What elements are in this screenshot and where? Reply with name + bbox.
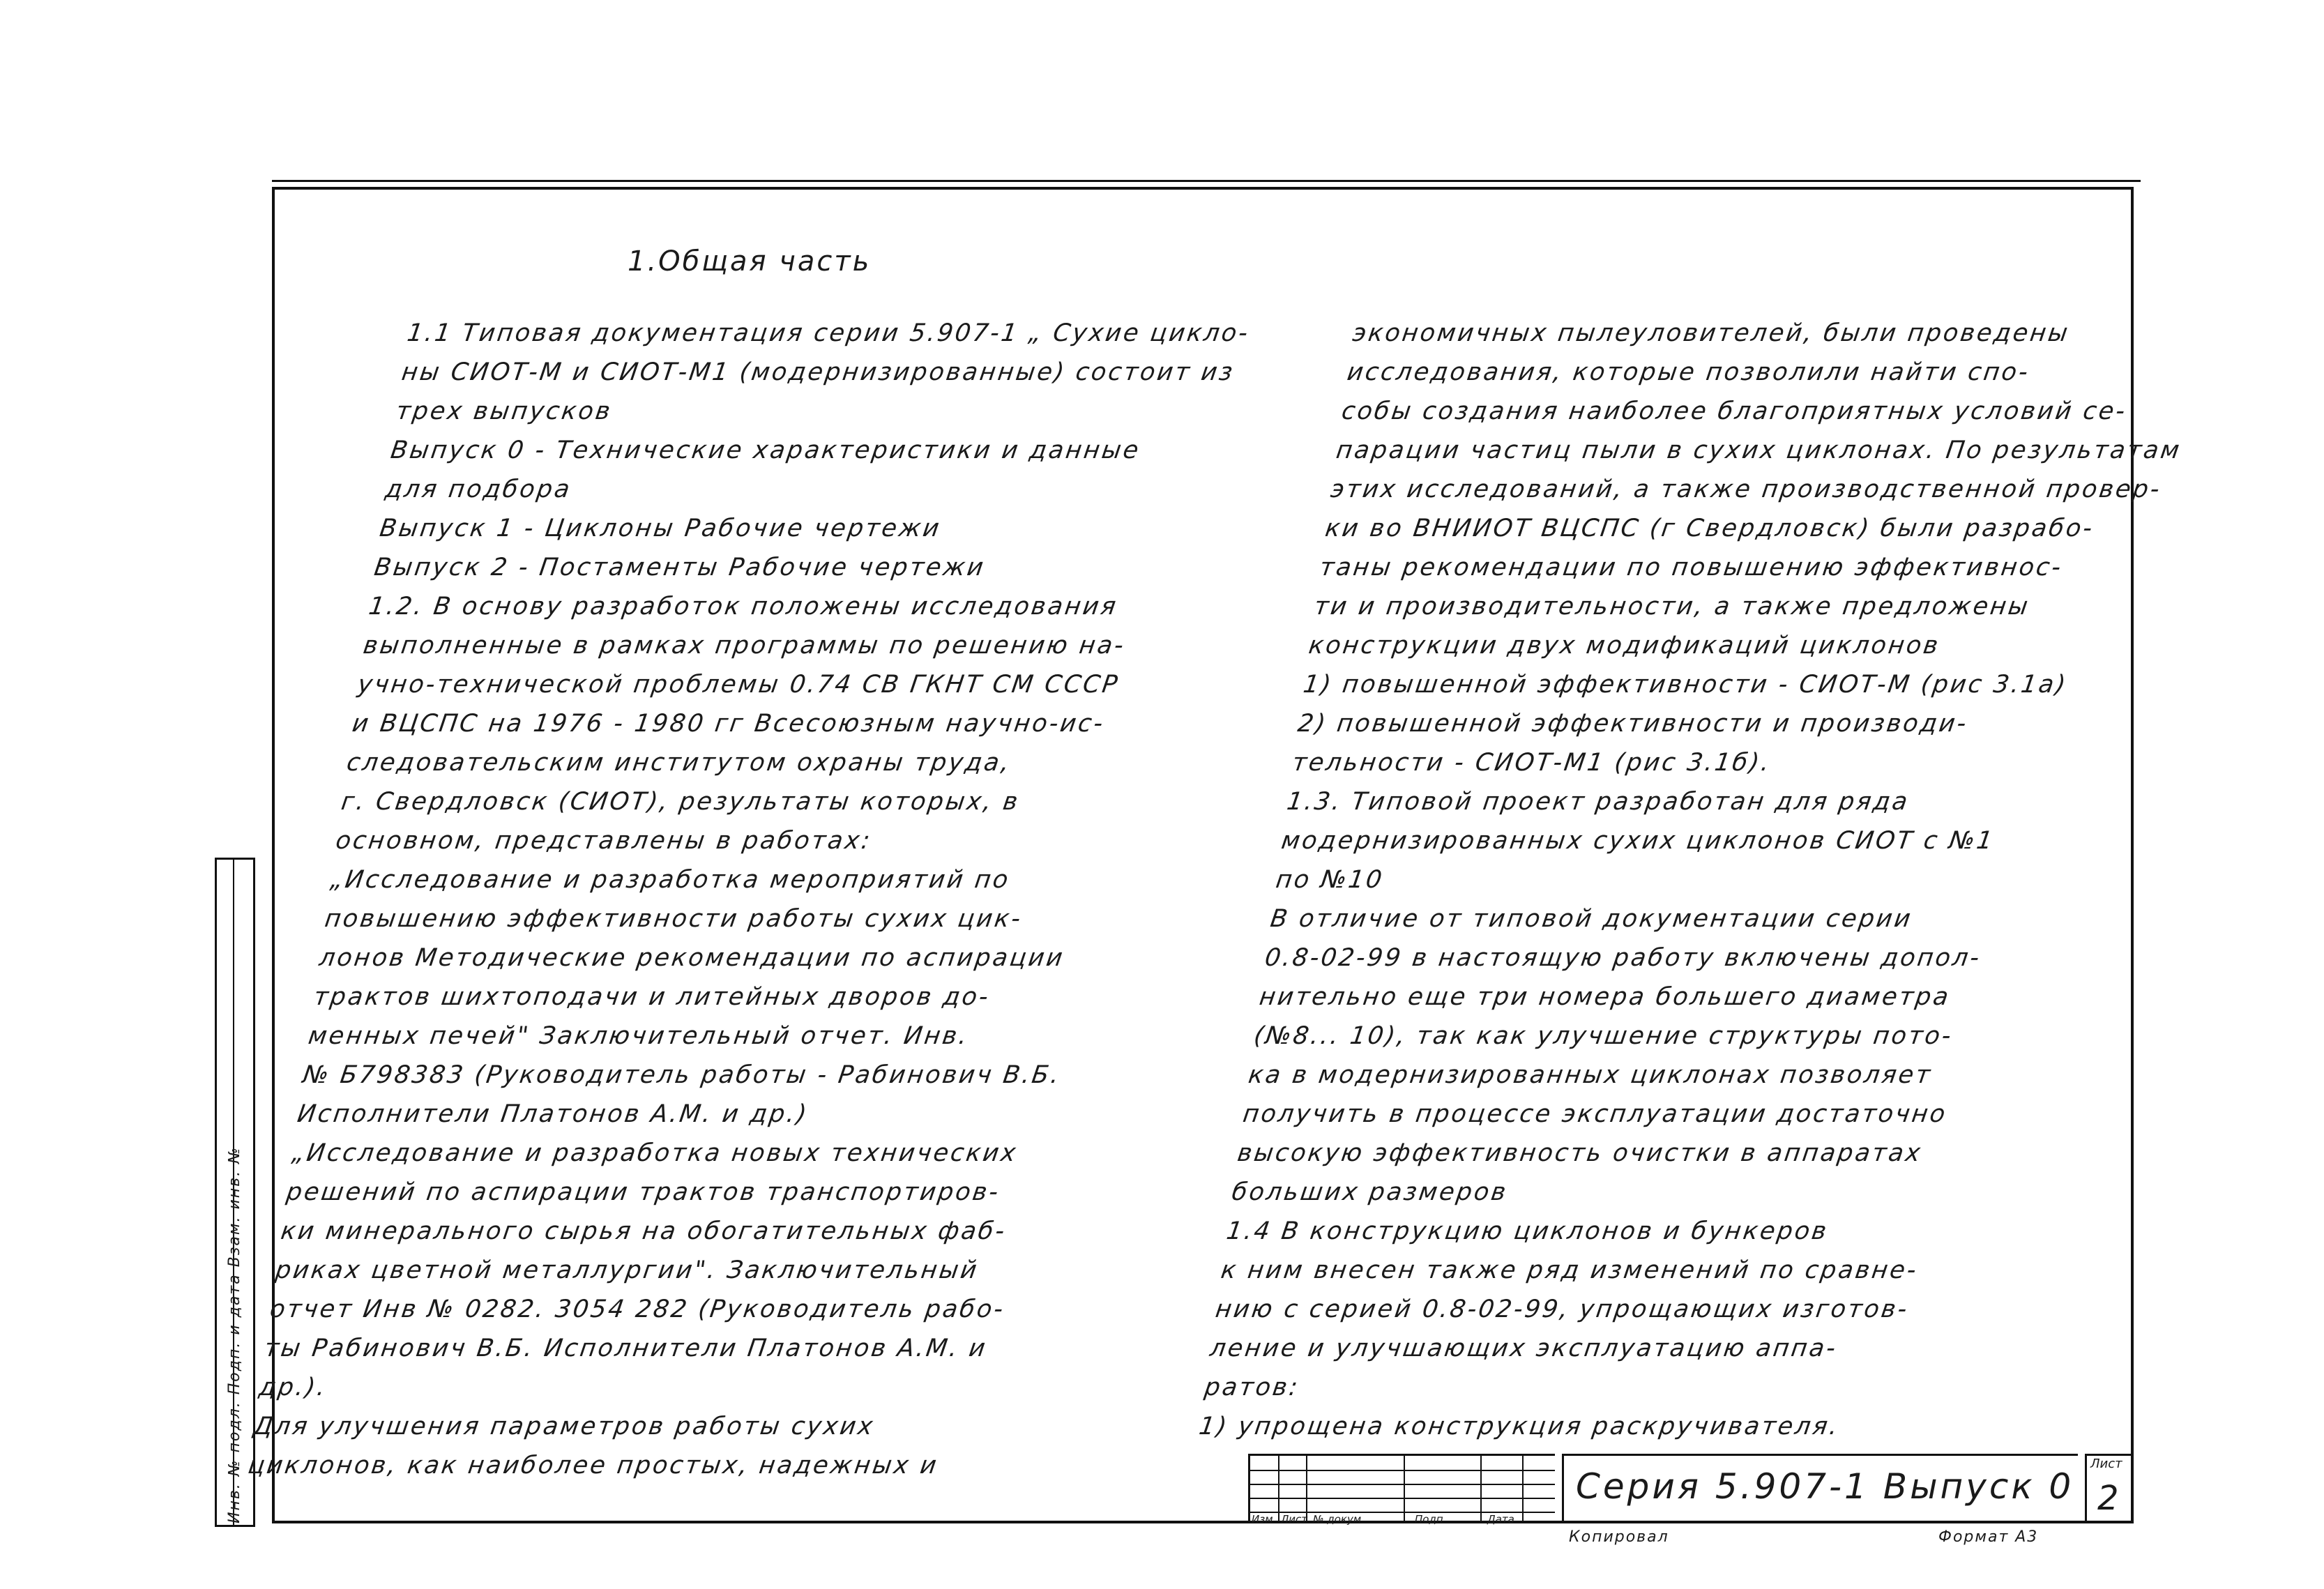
right-column-line: конструкции двух модификаций циклонов	[1307, 632, 1942, 660]
left-column-line: Выпуск 2 - Постаменты Рабочие чертежи	[372, 554, 987, 581]
right-column-line: к ним внесен также ряд изменений по сравне-	[1219, 1256, 1920, 1284]
left-column-line: „Исследование и разработка новых технических	[290, 1139, 1019, 1167]
right-column-line: 1) упрощена конструкция раскручивателя.	[1197, 1413, 1841, 1440]
right-column-line: по №10	[1274, 866, 1386, 894]
right-column-line: нительно еще три номера большего диаметра	[1257, 983, 1952, 1011]
right-column-line: 1.4 В конструкцию циклонов и бункеров	[1224, 1217, 1830, 1245]
left-column-line: Для улучшения параметров работы сухих	[251, 1413, 876, 1440]
right-column-line: собы создания наиболее благоприятных условий се-	[1339, 397, 2129, 425]
left-column-line: основном, представлены в работах:	[333, 827, 874, 855]
page-heading: 1.Общая часть	[628, 245, 872, 277]
copied-by-label: Копировал	[1569, 1528, 1669, 1546]
right-column-line: модернизированных сухих циклонов СИОТ с №1	[1279, 827, 1996, 855]
right-column	[1197, 314, 2201, 1446]
header-signature: Подп	[1415, 1513, 1443, 1526]
left-column-line: лонов Методические рекомендации по аспирации	[317, 944, 1067, 972]
left-column-line: ты Рабинович В.Б. Исполнители Платонов А.М. и	[262, 1335, 989, 1362]
left-column-line: циклонов, как наиболее простых, надежных и	[246, 1452, 941, 1480]
right-column-line: 2) повышенной эффективности и производи-	[1296, 710, 1970, 738]
series-designation: Серия 5.907-1 Выпуск 0	[1576, 1466, 2074, 1507]
left-column-line: др.).	[257, 1374, 329, 1401]
right-column-line: тельности - СИОТ-М1 (рис 3.1б).	[1290, 749, 1773, 777]
right-column-line: ка в модернизированных циклонах позволяет	[1246, 1061, 1934, 1089]
left-column-line: трех выпусков	[394, 397, 614, 425]
left-column-line: 1.1 Типовая документация серии 5.907-1 „ Сухие цикло-	[405, 319, 1252, 347]
right-column-line: ратов:	[1202, 1374, 1302, 1401]
right-column-line: 1.3. Типовой проект разработан для ряда	[1284, 788, 1911, 816]
right-column-line: нию с серией 0.8-02-99, упрощающих изготов-	[1213, 1295, 1911, 1323]
right-column-line: ки во ВНИИОТ ВЦСПС (г Свердловск) были разрабо-	[1323, 515, 2096, 542]
right-column-line: (№8... 10), так как улучшение структуры пото-	[1252, 1022, 1955, 1050]
left-column-line: ки минерального сырья на обогатительных фаб-	[279, 1217, 1008, 1245]
right-column-line: больших размеров	[1230, 1178, 1510, 1206]
header-izm: Изм	[1252, 1513, 1273, 1526]
left-column-line: повышению эффективности работы сухих цик-	[323, 905, 1024, 933]
right-column-line: этих исследований, а также производственной провер-	[1328, 476, 2164, 503]
title-block	[1248, 1454, 2134, 1526]
right-column-line: ление и улучшающих эксплуатацию аппа-	[1208, 1335, 1839, 1362]
right-column-line: парации частиц пыли в сухих циклонах. По результатам	[1334, 436, 2183, 464]
frame-top-line	[272, 180, 2141, 182]
left-column	[245, 314, 1252, 1485]
revision-grid	[1248, 1454, 1555, 1526]
left-column-line: „Исследование и разработка мероприятий по	[328, 866, 1012, 894]
sheet-number: 2	[2097, 1479, 2119, 1518]
right-column-line: таны рекомендации по повышению эффективнос-	[1318, 554, 2065, 581]
right-column-line: высокую эффективность очистки в аппаратах	[1236, 1139, 1924, 1167]
left-column-line: следовательским институтом охраны труда,	[344, 749, 1013, 777]
left-column-line: отчет Инв № 0282. 3054 282 (Руководитель рабо-	[268, 1295, 1007, 1323]
left-column-line: Исполнители Платонов А.М. и др.)	[295, 1100, 810, 1128]
right-column-line: экономичных пылеуловителей, были проведены	[1351, 319, 2072, 347]
side-strip-text: Инв. № подл. Подп. и дата Взам. инв. №	[226, 1146, 243, 1523]
header-doc-number: № докум	[1313, 1513, 1362, 1526]
left-column-line: Выпуск 0 - Технические характеристики и данные	[388, 436, 1143, 464]
left-column-line: и ВЦСПС на 1976 - 1980 гг Всесоюзным научно-ис-	[350, 710, 1107, 738]
sheet-label: Лист	[2090, 1457, 2122, 1471]
left-column-line: менных печей" Заключительный отчет. Инв.	[306, 1022, 971, 1050]
right-column-line: получить в процессе эксплуатации достаточно	[1240, 1100, 1950, 1128]
header-date: Дата	[1487, 1513, 1514, 1526]
right-column-line: 1) повышенной эффективности - СИОТ-М (рис 3.1а)	[1301, 671, 2069, 699]
left-column-line: для подбора	[383, 476, 574, 503]
right-column-line: ти и производительности, а также предложены	[1312, 593, 2032, 621]
format-label: Формат А3	[1938, 1528, 2039, 1546]
left-column-line: учно-технической проблемы 0.74 СВ ГКНТ СМ СССР	[356, 671, 1121, 699]
header-list: Лист	[1281, 1513, 1308, 1526]
left-column-line: риках цветной металлургии". Заключительный	[273, 1256, 981, 1284]
left-column-line: Выпуск 1 - Циклоны Рабочие чертежи	[377, 515, 943, 542]
left-column-line: 1.2. В основу разработок положены исследования	[367, 593, 1120, 621]
left-column-line: № Б798383 (Руководитель работы - Рабинович В.Б.	[301, 1061, 1063, 1089]
left-column-line: г. Свердловск (СИОТ), результаты которых, в	[339, 788, 1022, 816]
left-column-line: ны СИОТ-М и СИОТ-М1 (модернизированные) состоит из	[400, 358, 1236, 386]
right-column-line: исследования, которые позволили найти спо-	[1345, 358, 2032, 386]
left-column-line: трактов шихтоподачи и литейных дворов до-	[312, 983, 992, 1011]
right-column-line: В отличие от типовой документации серии	[1268, 905, 1915, 933]
left-column-line: выполненные в рамках программы по решению на-	[361, 632, 1127, 660]
right-column-line: 0.8-02-99 в настоящую работу включены допол-	[1263, 944, 1983, 972]
left-column-line: решений по аспирации трактов транспортиров-	[284, 1178, 1002, 1206]
